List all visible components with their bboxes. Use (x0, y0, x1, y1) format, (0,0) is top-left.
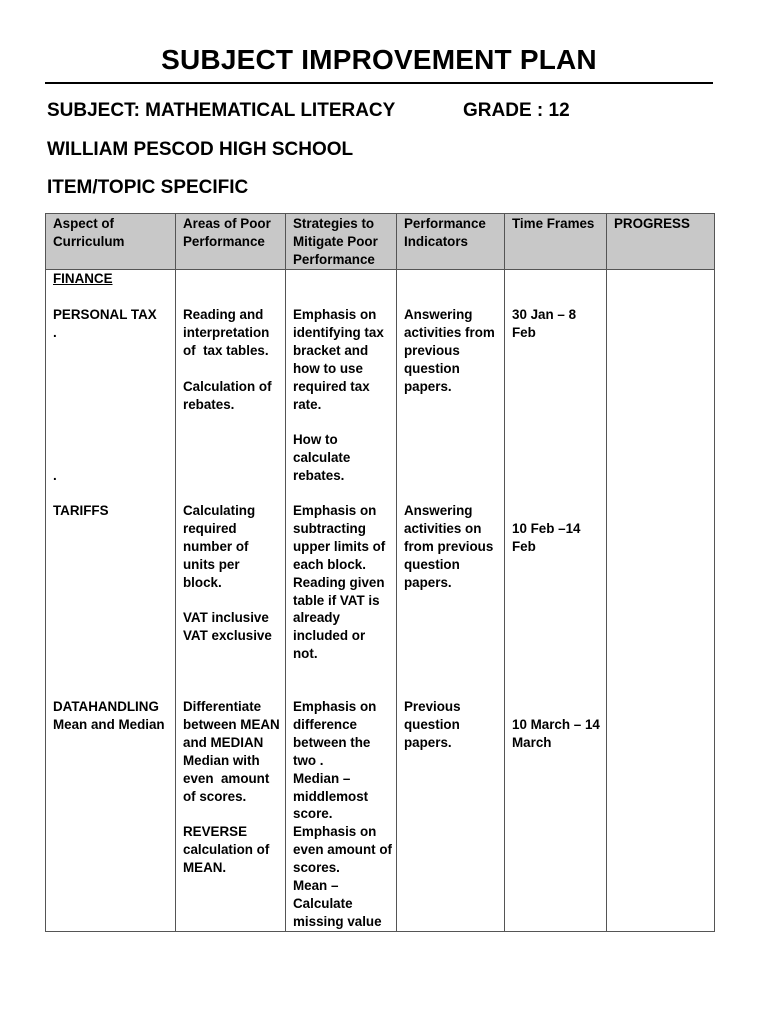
time-frame-cell: 10 March – 14 March (505, 698, 607, 931)
aspect-cell: DATAHANDLING Mean and Median (46, 698, 176, 931)
header-time-frames: Time Frames (505, 214, 607, 270)
progress-cell (607, 502, 715, 698)
table-row (46, 698, 715, 931)
indicators-cell: Answering activities on from previous question papers. (397, 502, 505, 698)
areas-cell: Calculating required number of units per block. VAT inclusive VAT exclusive (176, 502, 286, 698)
indicators-cell: Previous question papers. (397, 698, 505, 931)
table-row (46, 502, 715, 698)
areas-cell: Differentiate between MEAN and MEDIAN Median with even amount of scores. REVERSE calculation of MEAN. (176, 698, 286, 931)
progress-cell (607, 698, 715, 931)
header-aspect: Aspect of Curriculum (46, 214, 176, 270)
time-frame-cell: 30 Jan – 8 Feb (505, 306, 607, 502)
section-label: FINANCE (53, 271, 113, 286)
header-indicators: Performance Indicators (397, 214, 505, 270)
section-row (46, 270, 715, 307)
subject-line: SUBJECT: MATHEMATICAL LITERACY (47, 100, 396, 121)
strategies-cell: Emphasis on difference between the two . Median – middlemost score. Emphasis on even amount of scores. Mean – Calculate missing value (286, 698, 397, 931)
section-cell (46, 270, 176, 307)
progress-cell (607, 306, 715, 502)
grade-line: GRADE : 12 (463, 100, 570, 121)
document-title: SUBJECT IMPROVEMENT PLAN (161, 44, 597, 75)
improvement-plan-table (45, 213, 715, 932)
aspect-cell: PERSONAL TAX . . (46, 306, 176, 502)
strategies-cell: Emphasis on subtracting upper limits of each block. Reading given table if VAT is already included or not. (286, 502, 397, 698)
header-areas: Areas of Poor Performance (176, 214, 286, 270)
table-row (46, 306, 715, 502)
title-underline (45, 82, 713, 84)
topic-line: ITEM/TOPIC SPECIFIC (47, 177, 249, 198)
time-frame-cell: 10 Feb –14 Feb (505, 502, 607, 698)
header-progress: PROGRESS (607, 214, 715, 270)
aspect-cell: TARIFFS (46, 502, 176, 698)
areas-cell: Reading and interpretation of tax tables. Calculation of rebates. (176, 306, 286, 502)
header-strategies: Strategies to Mitigate Poor Performance (286, 214, 397, 270)
strategies-cell: Emphasis on identifying tax bracket and how to use required tax rate. How to calculate rebates. (286, 306, 397, 502)
school-name: WILLIAM PESCOD HIGH SCHOOL (47, 139, 354, 160)
table-header-row (46, 214, 715, 270)
indicators-cell: Answering activities from previous question papers. (397, 306, 505, 502)
